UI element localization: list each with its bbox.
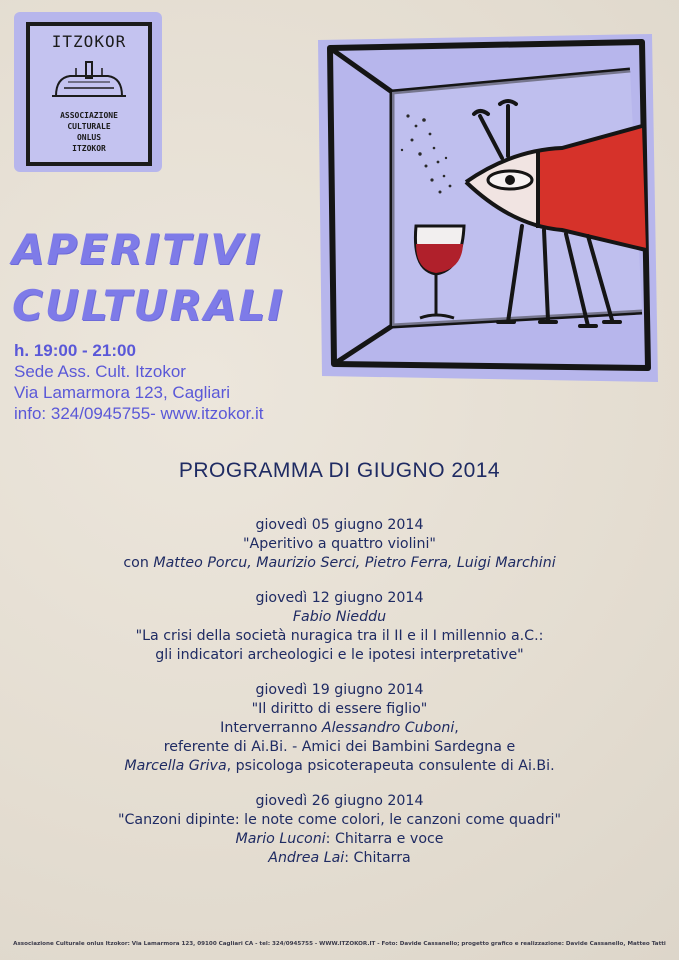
nuraghe-emblem-icon	[46, 58, 132, 106]
contact-line	[14, 403, 264, 424]
event-title-cont: gli indicatori archeologici e le ipotesi interpretative"	[155, 647, 524, 663]
address: Via Lamarmora 123, Cagliari	[14, 383, 231, 402]
event-date: giovedì 26 giugno 2014	[255, 793, 424, 809]
footer-credits: Associazione Culturale onlus Itzokor: Via Lamarmora 123, 09100 Cagliari CA - tel: 324/0945755 - WWW.ITZOKOR.IT - Foto: Davide Cassanello; progetto grafico e realizzazione: Davide Cassanello, Matteo Tatti	[13, 941, 666, 947]
event-item	[0, 792, 679, 868]
event-date: giovedì 19 giugno 2014	[255, 682, 424, 698]
logo-frame	[26, 22, 152, 166]
event-date: giovedì 12 giugno 2014	[255, 590, 424, 606]
event-item	[0, 589, 679, 665]
hours: h. 19:00 - 21:00	[14, 341, 136, 360]
event-title: "Aperitivo a quattro violini"	[243, 536, 436, 552]
event-performer-1: Mario Luconi: Chitarra e voce	[235, 831, 444, 847]
event-item	[0, 681, 679, 776]
event-speaker-2: Marcella Griva, psicologa psicoterapeuta consulente di Ai.Bi.	[124, 758, 555, 774]
event-performer-2: Andrea Lai: Chitarra	[268, 850, 411, 866]
event-performers: con Matteo Porcu, Maurizio Serci, Pietro Ferra, Luigi Marchini	[123, 555, 556, 571]
logo	[14, 12, 162, 172]
logo-title: ITZOKOR	[51, 32, 127, 51]
headline-line-1: APERITIVI	[12, 225, 263, 274]
event-title: "Canzoni dipinte: le note come colori, le canzoni come quadri"	[117, 812, 562, 828]
headline	[12, 222, 312, 334]
event-speaker: Fabio Nieddu	[292, 609, 387, 625]
event-speaker: Interverranno Alessandro Cuboni,	[220, 720, 459, 736]
program-title: PROGRAMMA DI GIUGNO 2014	[178, 459, 501, 482]
venue: Sede Ass. Cult. Itzokor	[14, 362, 186, 381]
event-date: giovedì 05 giugno 2014	[255, 517, 424, 533]
headline-line-2: CULTURALI	[12, 281, 285, 330]
event-list	[0, 516, 679, 884]
event-info	[14, 340, 264, 424]
event-title: "Il diritto di essere figlio"	[251, 701, 428, 717]
logo-subtitle: ASSOCIAZIONE CULTURALE ONLUS ITZOKOR	[60, 111, 118, 153]
contact-value: 324/0945755- www.itzokor.it	[50, 404, 264, 423]
fish-wine-illustration	[312, 30, 660, 386]
contact-label: info:	[14, 404, 47, 423]
event-title: "La crisi della società nuragica tra il II e il I millennio a.C.:	[135, 628, 544, 644]
event-speaker-role: referente di Ai.Bi. - Amici dei Bambini Sardegna e	[163, 739, 516, 755]
event-item	[0, 516, 679, 573]
